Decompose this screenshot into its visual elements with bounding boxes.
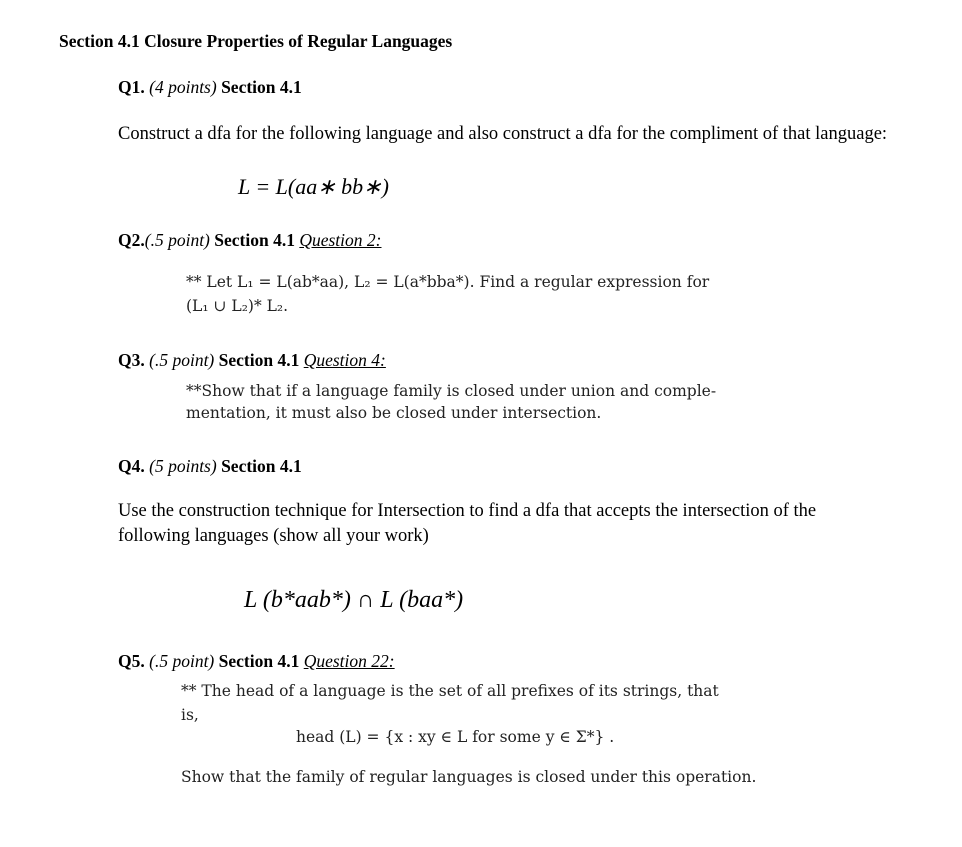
q1-heading bbox=[118, 77, 302, 98]
q4-line-1: Use the construction technique for Intersection to find a dfa that accepts the intersection of the bbox=[118, 501, 817, 521]
q5-line-2: is, bbox=[181, 706, 199, 724]
q1-text: Construct a dfa for the following language and also construct a dfa for the compliment of that language: bbox=[118, 124, 888, 144]
q5-section: Section 4.1 bbox=[218, 651, 300, 671]
q3-question-link[interactable]: Question 4: bbox=[303, 350, 386, 370]
q2-line-2: (L₁ ∪ L₂)* L₂. bbox=[186, 297, 289, 315]
q2-number: Q2. bbox=[118, 230, 145, 250]
q5-question-link[interactable]: Question 22: bbox=[303, 651, 395, 671]
q3-line-2: mentation, it must also be closed under intersection. bbox=[186, 404, 602, 422]
q2-section: Section 4.1 bbox=[214, 230, 295, 250]
q5-heading bbox=[118, 651, 395, 672]
q5-points: (.5 point) bbox=[149, 651, 215, 671]
q4-formula bbox=[244, 587, 463, 614]
q5-line-1: ** The head of a language is the set of all prefixes of its strings, that bbox=[181, 682, 719, 700]
q4-number: Q4. bbox=[118, 456, 145, 476]
q1-section: Section 4.1 bbox=[221, 77, 302, 97]
q2-heading bbox=[118, 230, 382, 251]
q3-line-1: **Show that if a language family is closed under union and comple- bbox=[186, 382, 717, 400]
section-title: Section 4.1 Closure Properties of Regular Languages bbox=[59, 31, 453, 51]
q1-formula-text: L = L(aa∗ bb∗) bbox=[238, 174, 389, 199]
q5-line-3: Show that the family of regular languages is closed under this operation. bbox=[181, 768, 757, 786]
q1-number: Q1. bbox=[118, 77, 145, 97]
q3-number: Q3. bbox=[118, 350, 145, 370]
q5-formula: head (L) = {x : xy ∈ L for some y ∈ Σ*} . bbox=[296, 728, 615, 746]
q2-line-1: ** Let L₁ = L(ab*aa), L₂ = L(a*bba*). Find a regular expression for bbox=[186, 273, 710, 291]
q5-number: Q5. bbox=[118, 651, 145, 671]
q2-points: (.5 point) bbox=[144, 230, 210, 250]
q4-formula-text: L (b*aab*) ∩ L (baa*) bbox=[244, 587, 464, 613]
q4-line-2: following languages (show all your work) bbox=[118, 526, 429, 546]
q4-heading bbox=[118, 456, 302, 477]
q3-points: (.5 point) bbox=[149, 350, 215, 370]
q3-heading bbox=[118, 350, 386, 371]
q1-points: (4 points) bbox=[149, 77, 217, 97]
q3-section: Section 4.1 bbox=[218, 350, 300, 370]
q4-points: (5 points) bbox=[149, 456, 217, 476]
q1-formula bbox=[238, 174, 389, 200]
q2-question-link[interactable]: Question 2: bbox=[299, 230, 382, 250]
q4-section: Section 4.1 bbox=[221, 456, 302, 476]
